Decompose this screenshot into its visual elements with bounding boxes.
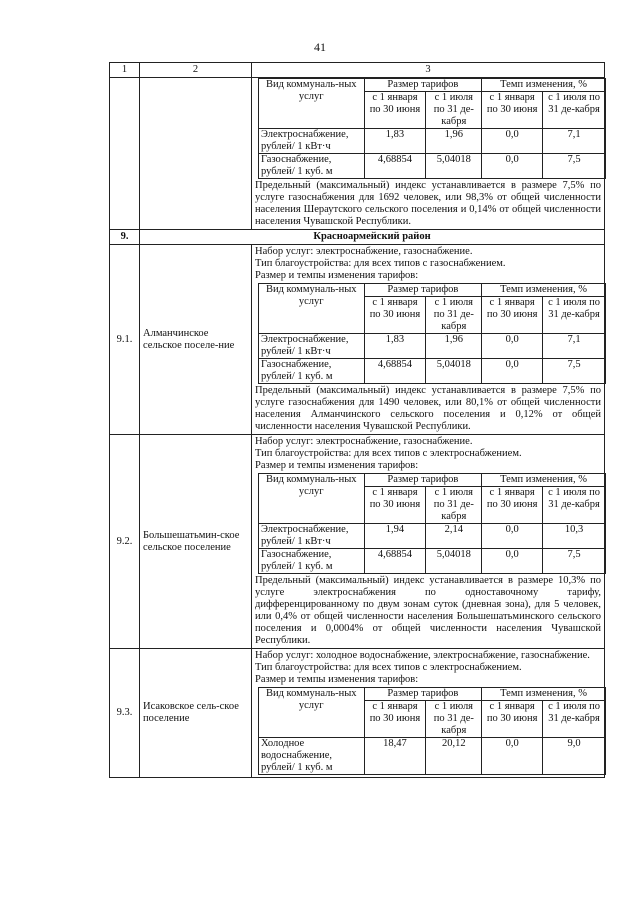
tariff-h2: 5,04018 (426, 359, 482, 384)
tariff-h1: 4,68854 (364, 549, 426, 574)
tariff-intro: Размер и темпы изменения тарифов: (255, 460, 419, 471)
settlement-number: 9.1. (110, 245, 140, 435)
period-header: с 1 июля по 31 де-кабря (543, 487, 606, 524)
service-kind: Газоснабжение, рублей/ 1 куб. м (259, 359, 365, 384)
tariff-h2: 5,04018 (426, 154, 482, 179)
rate-h1: 0,0 (482, 129, 543, 154)
kind-header: Вид коммуналь-ных услуг (259, 474, 365, 524)
rate-h2: 9,0 (543, 738, 606, 775)
period-header: с 1 января по 30 июня (364, 92, 426, 129)
tariff-h2: 5,04018 (426, 549, 482, 574)
period-header: с 1 июля по 31 де-кабря (426, 487, 482, 524)
tariff-h1: 1,94 (364, 524, 426, 549)
subtable-header-row (259, 79, 606, 92)
tariff-subtable (258, 473, 606, 574)
period-header: с 1 июля по 31 де-кабря (426, 297, 482, 334)
tariff-subtable (258, 283, 606, 384)
rate-h1: 0,0 (482, 524, 543, 549)
period-header: с 1 января по 30 июня (364, 297, 426, 334)
period-header: с 1 января по 30 июня (364, 487, 426, 524)
settlement-name: Большешатьмин-ское сельское поселение (140, 435, 252, 649)
inner-table-slot (252, 78, 604, 179)
subtable-header-row (259, 688, 606, 701)
kind-header: Вид коммуналь-ных услуг (259, 688, 365, 738)
limit-note: Предельный (максимальный) индекс устанавливается в размере 10,3% по услуге электроснабжения по одноставочному тарифу, дифференцированному по двум зонам суток (дневная зона), для 5 человек, или 0,4% от общей численности населения Большешатьминского сельского поселения и 0,0004% от общей численности населения Чувашской Республики. (255, 575, 601, 646)
district-number: 9. (110, 230, 140, 245)
tariff-row (259, 549, 606, 574)
tariff-row (259, 524, 606, 549)
settlement-name: Алманчинское сельское поселе-ние (140, 245, 252, 435)
service-set: Набор услуг: электроснабжение, газоснабжение. (255, 246, 473, 257)
period-header: с 1 июля по 31 де-кабря (426, 701, 482, 738)
settlement-row (110, 245, 605, 435)
tariff-h1: 4,68854 (364, 154, 426, 179)
settlement-row (110, 649, 605, 778)
size-header: Размер тарифов (364, 474, 482, 487)
size-header: Размер тарифов (364, 79, 482, 92)
district-name: Красноармейский район (140, 230, 605, 245)
improvement-type: Тип благоустройства: для всех типов с электроснабжением. (255, 662, 522, 673)
rate-h2: 7,1 (543, 129, 606, 154)
tariff-h1: 1,83 (364, 129, 426, 154)
service-set: Набор услуг: электроснабжение, газоснабжение. (255, 436, 473, 447)
rate-h1: 0,0 (482, 549, 543, 574)
period-header: с 1 июля по 31 де-кабря (543, 701, 606, 738)
period-header: с 1 июля по 31 де-кабря (426, 92, 482, 129)
tariff-h1: 18,47 (364, 738, 426, 775)
improvement-type: Тип благоустройства: для всех типов с газоснабжением. (255, 258, 506, 269)
continuation-row (110, 78, 605, 230)
tariff-intro: Размер и темпы изменения тарифов: (255, 270, 419, 281)
rate-h1: 0,0 (482, 334, 543, 359)
tariff-row (259, 154, 606, 179)
period-header: с 1 января по 30 июня (482, 487, 543, 524)
header-col-1: 1 (110, 63, 140, 78)
inner-table-slot (252, 687, 604, 777)
service-kind: Электроснабжение, рублей/ 1 кВт·ч (259, 334, 365, 359)
rate-h2: 7,5 (543, 549, 606, 574)
period-header: с 1 января по 30 июня (364, 701, 426, 738)
tariff-h2: 1,96 (426, 129, 482, 154)
tariff-row (259, 359, 606, 384)
tariff-h2: 20,12 (426, 738, 482, 775)
tariff-intro: Размер и темпы изменения тарифов: (255, 674, 419, 685)
service-set: Набор услуг: холодное водоснабжение, электроснабжение, газоснабжение. (255, 650, 590, 661)
rate-h1: 0,0 (482, 359, 543, 384)
header-col-3: 3 (252, 63, 605, 78)
tariff-row (259, 129, 606, 154)
period-header: с 1 июля по 31 де-кабря (543, 297, 606, 334)
tariff-table (109, 62, 605, 778)
limit-note: Предельный (максимальный) индекс устанавливается в размере 7,5% по услуге газоснабжения для 1490 человек, или 80,1% от общей численности населения Алманчинского сельского поселения и 0,12% от общей численности населения Чувашской Республики. (255, 385, 601, 432)
tariff-subtable (258, 687, 606, 775)
settlement-number: 9.3. (110, 649, 140, 778)
subtable-header-row (259, 474, 606, 487)
rate-h2: 7,5 (543, 154, 606, 179)
tariff-h2: 1,96 (426, 334, 482, 359)
district-row (110, 230, 605, 245)
service-kind: Холодное водоснабжение, рублей/ 1 куб. м (259, 738, 365, 775)
tariff-subtable (258, 78, 606, 179)
rate-h2: 10,3 (543, 524, 606, 549)
tariff-h2: 2,14 (426, 524, 482, 549)
subtable-header-row (259, 284, 606, 297)
kind-header: Вид коммуналь-ных услуг (259, 79, 365, 129)
inner-table-slot (252, 283, 604, 384)
settlement-number: 9.2. (110, 435, 140, 649)
service-kind: Электроснабжение, рублей/ 1 кВт·ч (259, 524, 365, 549)
size-header: Размер тарифов (364, 688, 482, 701)
tariff-row (259, 334, 606, 359)
rate-h1: 0,0 (482, 738, 543, 775)
tariff-row (259, 738, 606, 775)
inner-table-slot (252, 473, 604, 574)
tariff-h1: 4,68854 (364, 359, 426, 384)
period-header: с 1 января по 30 июня (482, 92, 543, 129)
limit-note: Предельный (максимальный) индекс устанавливается в размере 7,5% по услуге газоснабжения для 1692 человек, или 98,3% от общей численности населения Шераутского сельского поселения и 0,14% от общей численности населения Чувашской Республики. (255, 180, 601, 227)
period-header: с 1 января по 30 июня (482, 297, 543, 334)
service-kind: Газоснабжение, рублей/ 1 куб. м (259, 154, 365, 179)
header-row (110, 63, 605, 78)
rate-header: Темп изменения, % (482, 474, 606, 487)
service-kind: Газоснабжение, рублей/ 1 куб. м (259, 549, 365, 574)
rate-h1: 0,0 (482, 154, 543, 179)
period-header: с 1 января по 30 июня (482, 701, 543, 738)
kind-header: Вид коммуналь-ных услуг (259, 284, 365, 334)
rate-h2: 7,1 (543, 334, 606, 359)
service-kind: Электроснабжение, рублей/ 1 кВт·ч (259, 129, 365, 154)
period-header: с 1 июля по 31 де-кабря (543, 92, 606, 129)
size-header: Размер тарифов (364, 284, 482, 297)
rate-header: Темп изменения, % (482, 688, 606, 701)
rate-header: Темп изменения, % (482, 284, 606, 297)
page-number: 41 (314, 40, 326, 54)
rate-h2: 7,5 (543, 359, 606, 384)
improvement-type: Тип благоустройства: для всех типов с электроснабжением. (255, 448, 522, 459)
tariff-h1: 1,83 (364, 334, 426, 359)
settlement-row (110, 435, 605, 649)
rate-header: Темп изменения, % (482, 79, 606, 92)
header-col-2: 2 (140, 63, 252, 78)
settlement-name: Исаковское сель-ское поселение (140, 649, 252, 778)
